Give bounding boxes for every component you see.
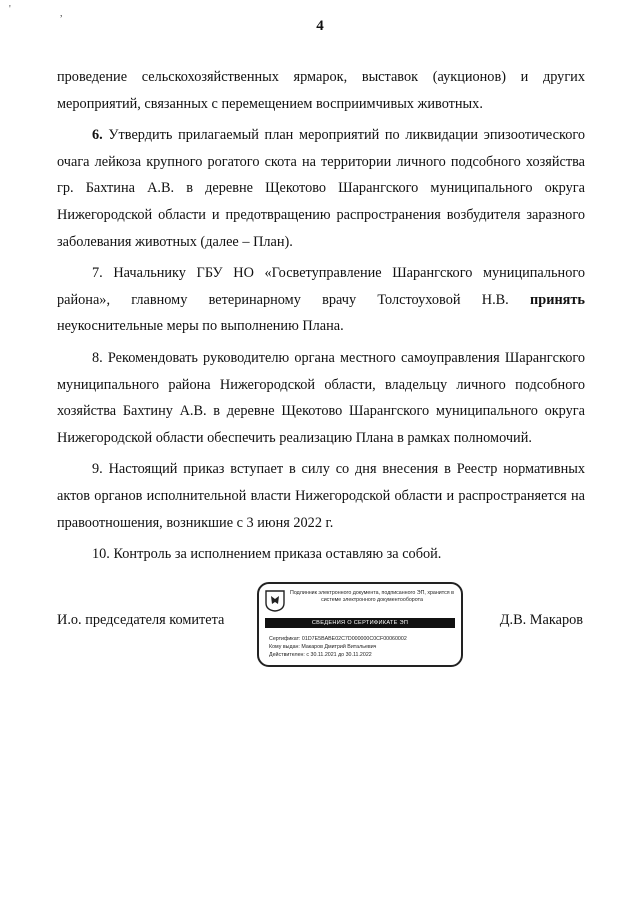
paragraph-text: проведение сельскохозяйственных ярмарок, выставок (аукционов) и других мероприятий, связанных с перемещением восприимчивых животных. [57,69,585,112]
paragraph-number: 6. [92,127,103,144]
stamp-validity: Действителен: с 30.11.2021 до 30.11.2022 [269,652,372,658]
paragraph-6 [57,122,585,255]
signatory-position: И.о. председателя комитета [57,612,225,628]
page-number: 4 [316,18,324,34]
paragraph-text: неукоснительные меры по выполнению Плана. [57,318,344,335]
signatory-name: Д.В. Макаров [499,612,583,628]
paragraph-7 [57,260,585,340]
stamp-header: Подлинник электронного документа, подписанного ЭП, хранится в системе электронного документооборота [290,590,454,603]
document-body [57,64,585,573]
electronic-signature-stamp [257,582,463,667]
paragraph-text: 9. Настоящий приказ вступает в силу со дня внесения в Реестр нормативных актов органов исполнительной власти Нижегородской области и распространяется на правоотношения, возникшие с 3 июня 2022 г. [57,461,585,531]
stamp-certificate-bar: СВЕДЕНИЯ О СЕРТИФИКАТЕ ЭП [265,618,455,628]
coat-of-arms-icon [265,590,285,612]
paragraph-10 [57,541,585,568]
stamp-owner: Кому выдан: Макаров Дмитрий Витальевич [269,644,377,650]
paragraph-keyword: принять [530,291,585,308]
paragraph-8 [57,345,585,451]
corner-mark-left: ' [9,4,11,15]
paragraph-text: 8. Рекомендовать руководителю органа местного самоуправления Шарангского муниципального района Нижегородской области, владельцу личного подсобного хозяйства Бахтину А.В. в деревне Щекотово Шарангского муниципального округа Нижегородской области обеспечить реализацию Плана в рамках полномочий. [57,349,585,446]
stamp-certificate-number: Сертификат: 01D7E5BABE02C7D000000C0CF00060002 [269,636,407,642]
paragraph-text: 10. Контроль за исполнением приказа оставляю за собой. [92,546,442,563]
paragraph-5-continuation [57,64,585,117]
paragraph-text: Утвердить прилагаемый план мероприятий по ликвидации эпизоотического очага лейкоза крупного рогатого скота на территории личного подсобного хозяйства гр. Бахтина А.В. в деревне Щекотово Шарангского муниципального округа Нижегородской области и предотвращению распространения возбудителя заразного заболевания животных (далее – План). [57,127,585,250]
corner-mark-right: , [60,8,63,19]
paragraph-9 [57,456,585,536]
paragraph-text: 7. Начальнику ГБУ НО «Госветуправление Шарангского муниципального района», главному ветеринарному врачу Толстоуховой Н.В. [57,265,585,308]
